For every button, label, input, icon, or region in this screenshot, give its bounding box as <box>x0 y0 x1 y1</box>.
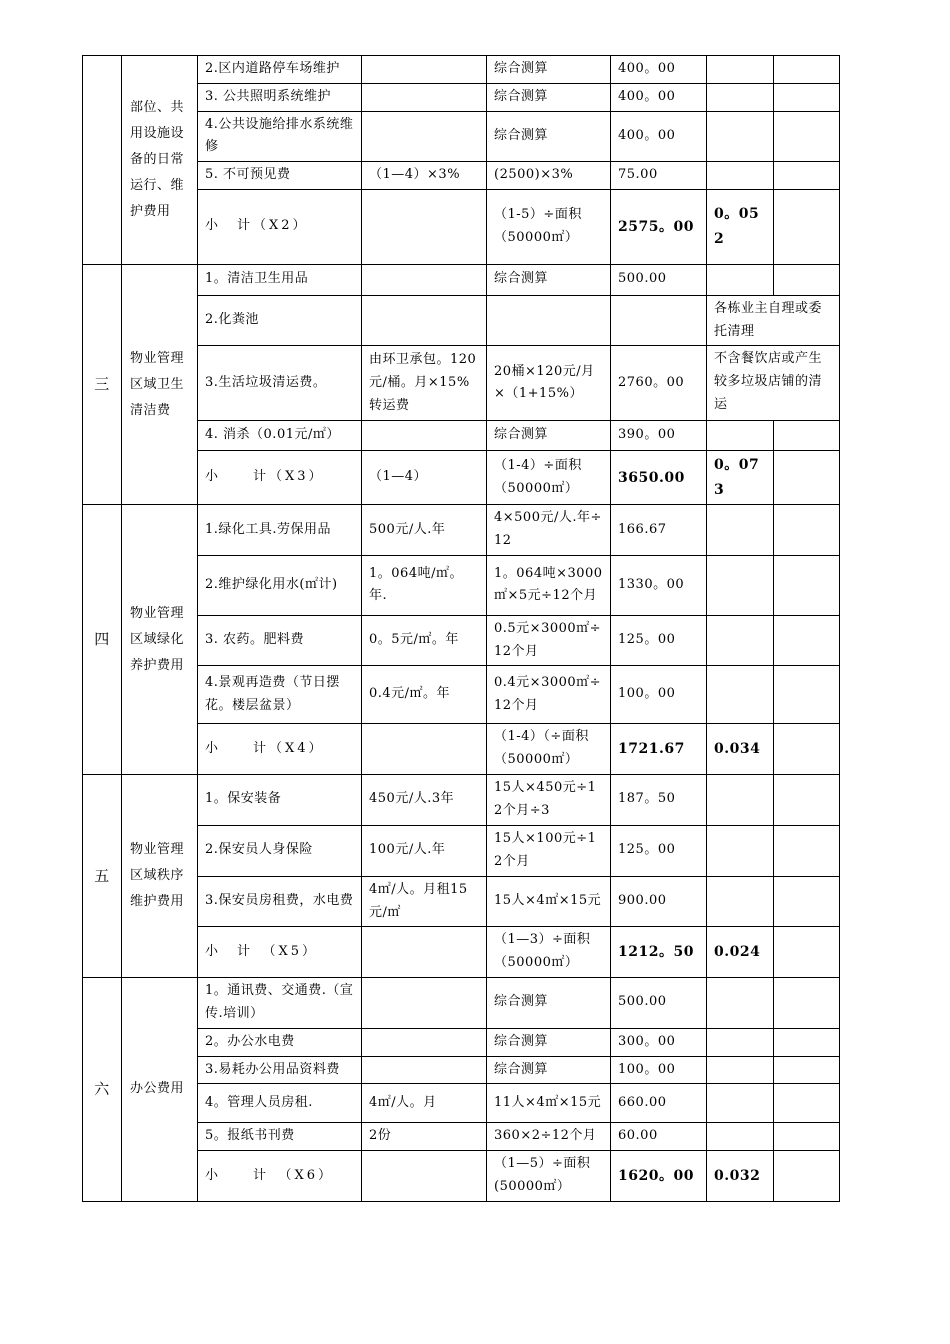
note-cell <box>774 189 840 264</box>
section-number <box>83 56 122 265</box>
amount-cell: 166.67 <box>611 505 707 556</box>
amount-cell: 400。00 <box>611 111 707 162</box>
item-cell: 4.景观再造费（节日摆花。楼层盆景） <box>198 666 362 724</box>
section-category: 物业管理区域秩序维护费用 <box>122 774 198 977</box>
amount-cell: 900.00 <box>611 876 707 927</box>
standard-cell: 450元/人.3年 <box>362 774 487 825</box>
standard-cell: 4㎡/人。月 <box>362 1084 487 1123</box>
amount-cell: 75.00 <box>611 162 707 190</box>
amount-cell: 1721.67 <box>611 724 707 775</box>
amount-cell: 100。00 <box>611 666 707 724</box>
item-cell: 1。通讯费、交通费.（宣传.培训） <box>198 977 362 1028</box>
per-area-cell <box>707 825 774 876</box>
note-cell: 不含餐饮店或产生较多垃圾店铺的清运 <box>707 346 840 421</box>
formula-cell: 综合测算 <box>487 83 611 111</box>
amount-cell: 3650.00 <box>611 451 707 505</box>
per-area-cell <box>707 264 774 295</box>
note-cell <box>774 162 840 190</box>
formula-cell: 综合测算 <box>487 421 611 451</box>
per-area-cell: 0。073 <box>707 451 774 505</box>
per-area-cell <box>707 83 774 111</box>
formula-cell: 11人×4㎡×15元 <box>487 1084 611 1123</box>
item-cell: 小 计（X4） <box>198 724 362 775</box>
standard-cell <box>362 264 487 295</box>
standard-cell <box>362 927 487 978</box>
per-area-cell: 0.024 <box>707 927 774 978</box>
standard-cell: 0。5元/㎡。年 <box>362 615 487 666</box>
item-cell: 1。清洁卫生用品 <box>198 264 362 295</box>
item-cell: 2.化粪池 <box>198 295 362 346</box>
note-cell <box>774 1123 840 1151</box>
per-area-cell <box>707 162 774 190</box>
standard-cell <box>362 56 487 84</box>
formula-cell: （1-5）÷面积（50000㎡） <box>487 189 611 264</box>
item-cell: 1。保安装备 <box>198 774 362 825</box>
section-number: 六 <box>83 977 122 1201</box>
formula-cell: 综合测算 <box>487 264 611 295</box>
item-cell: 4. 消杀（0.01元/㎡） <box>198 421 362 451</box>
amount-cell: 2760。00 <box>611 346 707 421</box>
per-area-cell <box>707 1123 774 1151</box>
amount-cell: 2575。00 <box>611 189 707 264</box>
note-cell <box>774 555 840 615</box>
note-cell <box>774 977 840 1028</box>
item-cell: 2.维护绿化用水(㎡计) <box>198 555 362 615</box>
note-cell <box>774 666 840 724</box>
standard-cell <box>362 1028 487 1056</box>
standard-cell <box>362 421 487 451</box>
standard-cell: 0.4元/㎡。年 <box>362 666 487 724</box>
standard-cell: 由环卫承包。120元/桶。月×15%转运费 <box>362 346 487 421</box>
note-cell <box>774 451 840 505</box>
amount-cell: 187。50 <box>611 774 707 825</box>
amount-cell: 400。00 <box>611 56 707 84</box>
item-cell: 4。管理人员房租. <box>198 1084 362 1123</box>
standard-cell <box>362 724 487 775</box>
table-row <box>83 264 840 295</box>
formula-cell: （1—3）÷面积（50000㎡） <box>487 927 611 978</box>
note-cell <box>774 774 840 825</box>
item-cell: 5. 不可预见费 <box>198 162 362 190</box>
amount-cell: 500.00 <box>611 264 707 295</box>
section-number: 五 <box>83 774 122 977</box>
standard-cell: 1。064吨/㎡。年. <box>362 555 487 615</box>
amount-cell: 660.00 <box>611 1084 707 1123</box>
formula-cell: 0.4元×3000㎡÷12个月 <box>487 666 611 724</box>
amount-cell: 500.00 <box>611 977 707 1028</box>
item-cell: 4.公共设施给排水系统维修 <box>198 111 362 162</box>
per-area-cell: 0.032 <box>707 1151 774 1202</box>
per-area-cell <box>707 111 774 162</box>
standard-cell <box>362 1056 487 1084</box>
item-cell: 3.保安员房租费，水电费 <box>198 876 362 927</box>
item-cell: 5。报纸书刊费 <box>198 1123 362 1151</box>
standard-cell <box>362 1151 487 1202</box>
note-cell <box>774 56 840 84</box>
standard-cell: 100元/人.年 <box>362 825 487 876</box>
standard-cell <box>362 111 487 162</box>
section-category: 部位、共用设施设备的日常运行、维护费用 <box>122 56 198 265</box>
standard-cell: 2份 <box>362 1123 487 1151</box>
formula-cell: 15人×450元÷12个月÷3 <box>487 774 611 825</box>
item-cell: 3.易耗办公用品资料费 <box>198 1056 362 1084</box>
formula-cell: 综合测算 <box>487 977 611 1028</box>
item-cell: 3. 农药。肥料费 <box>198 615 362 666</box>
amount-cell: 390。00 <box>611 421 707 451</box>
per-area-cell <box>707 615 774 666</box>
per-area-cell <box>707 876 774 927</box>
amount-cell <box>611 295 707 346</box>
item-cell: 小 计 （X5） <box>198 927 362 978</box>
note-cell <box>774 1028 840 1056</box>
note-cell <box>774 927 840 978</box>
note-cell <box>774 876 840 927</box>
per-area-cell: 0.034 <box>707 724 774 775</box>
per-area-cell: 0。052 <box>707 189 774 264</box>
per-area-cell <box>707 1056 774 1084</box>
amount-cell: 400。00 <box>611 83 707 111</box>
formula-cell: 综合测算 <box>487 56 611 84</box>
item-cell: 2.保安员人身保险 <box>198 825 362 876</box>
amount-cell: 1212。50 <box>611 927 707 978</box>
formula-cell: 1。064吨×3000㎡×5元÷12个月 <box>487 555 611 615</box>
per-area-cell <box>707 505 774 556</box>
formula-cell: 4×500元/人.年÷12 <box>487 505 611 556</box>
note-cell <box>774 264 840 295</box>
note-cell <box>774 615 840 666</box>
formula-cell: 360×2÷12个月 <box>487 1123 611 1151</box>
note-cell <box>774 1151 840 1202</box>
note-cell: 各栋业主自理或委托清理 <box>707 295 840 346</box>
standard-cell <box>362 977 487 1028</box>
amount-cell: 125。00 <box>611 825 707 876</box>
table-row <box>83 56 840 84</box>
amount-cell: 100。00 <box>611 1056 707 1084</box>
item-cell: 2。办公水电费 <box>198 1028 362 1056</box>
amount-cell: 300。00 <box>611 1028 707 1056</box>
note-cell <box>774 1084 840 1123</box>
table-row <box>83 774 840 825</box>
note-cell <box>774 505 840 556</box>
item-cell: 小 计（X3） <box>198 451 362 505</box>
formula-cell <box>487 295 611 346</box>
standard-cell: （1—4） <box>362 451 487 505</box>
section-category: 物业管理区域卫生清洁费 <box>122 264 198 505</box>
note-cell <box>774 111 840 162</box>
standard-cell <box>362 189 487 264</box>
formula-cell: 综合测算 <box>487 1028 611 1056</box>
standard-cell: （1—4）×3% <box>362 162 487 190</box>
section-number: 四 <box>83 505 122 775</box>
formula-cell: 综合测算 <box>487 111 611 162</box>
item-cell: 1.绿化工具.劳保用品 <box>198 505 362 556</box>
formula-cell: (2500)×3% <box>487 162 611 190</box>
formula-cell: 综合测算 <box>487 1056 611 1084</box>
note-cell <box>774 83 840 111</box>
item-cell: 3. 公共照明系统维护 <box>198 83 362 111</box>
fee-table <box>82 55 840 1202</box>
per-area-cell <box>707 977 774 1028</box>
per-area-cell <box>707 1084 774 1123</box>
item-cell: 小 计（X2） <box>198 189 362 264</box>
item-cell: 3.生活垃圾清运费。 <box>198 346 362 421</box>
per-area-cell <box>707 1028 774 1056</box>
formula-cell: （1-4）÷面积（50000㎡） <box>487 451 611 505</box>
section-category: 办公费用 <box>122 977 198 1201</box>
per-area-cell <box>707 666 774 724</box>
per-area-cell <box>707 555 774 615</box>
per-area-cell <box>707 421 774 451</box>
formula-cell: 0.5元×3000㎡÷12个月 <box>487 615 611 666</box>
amount-cell: 60.00 <box>611 1123 707 1151</box>
standard-cell <box>362 295 487 346</box>
note-cell <box>774 1056 840 1084</box>
item-cell: 小 计 （X6） <box>198 1151 362 1202</box>
per-area-cell <box>707 56 774 84</box>
standard-cell: 500元/人.年 <box>362 505 487 556</box>
section-category: 物业管理区域绿化养护费用 <box>122 505 198 775</box>
standard-cell <box>362 83 487 111</box>
per-area-cell <box>707 774 774 825</box>
formula-cell: 20桶×120元/月×（1+15%） <box>487 346 611 421</box>
formula-cell: （1—5）÷面积(50000㎡） <box>487 1151 611 1202</box>
formula-cell: （1-4）（÷面积（50000㎡） <box>487 724 611 775</box>
formula-cell: 15人×100元÷12个月 <box>487 825 611 876</box>
note-cell <box>774 825 840 876</box>
formula-cell: 15人×4㎡×15元 <box>487 876 611 927</box>
amount-cell: 125。00 <box>611 615 707 666</box>
item-cell: 2.区内道路停车场维护 <box>198 56 362 84</box>
note-cell <box>774 421 840 451</box>
amount-cell: 1330。00 <box>611 555 707 615</box>
amount-cell: 1620。00 <box>611 1151 707 1202</box>
note-cell <box>774 724 840 775</box>
section-number: 三 <box>83 264 122 505</box>
table-row <box>83 977 840 1028</box>
standard-cell: 4㎡/人。月租15元/㎡ <box>362 876 487 927</box>
table-row <box>83 505 840 556</box>
